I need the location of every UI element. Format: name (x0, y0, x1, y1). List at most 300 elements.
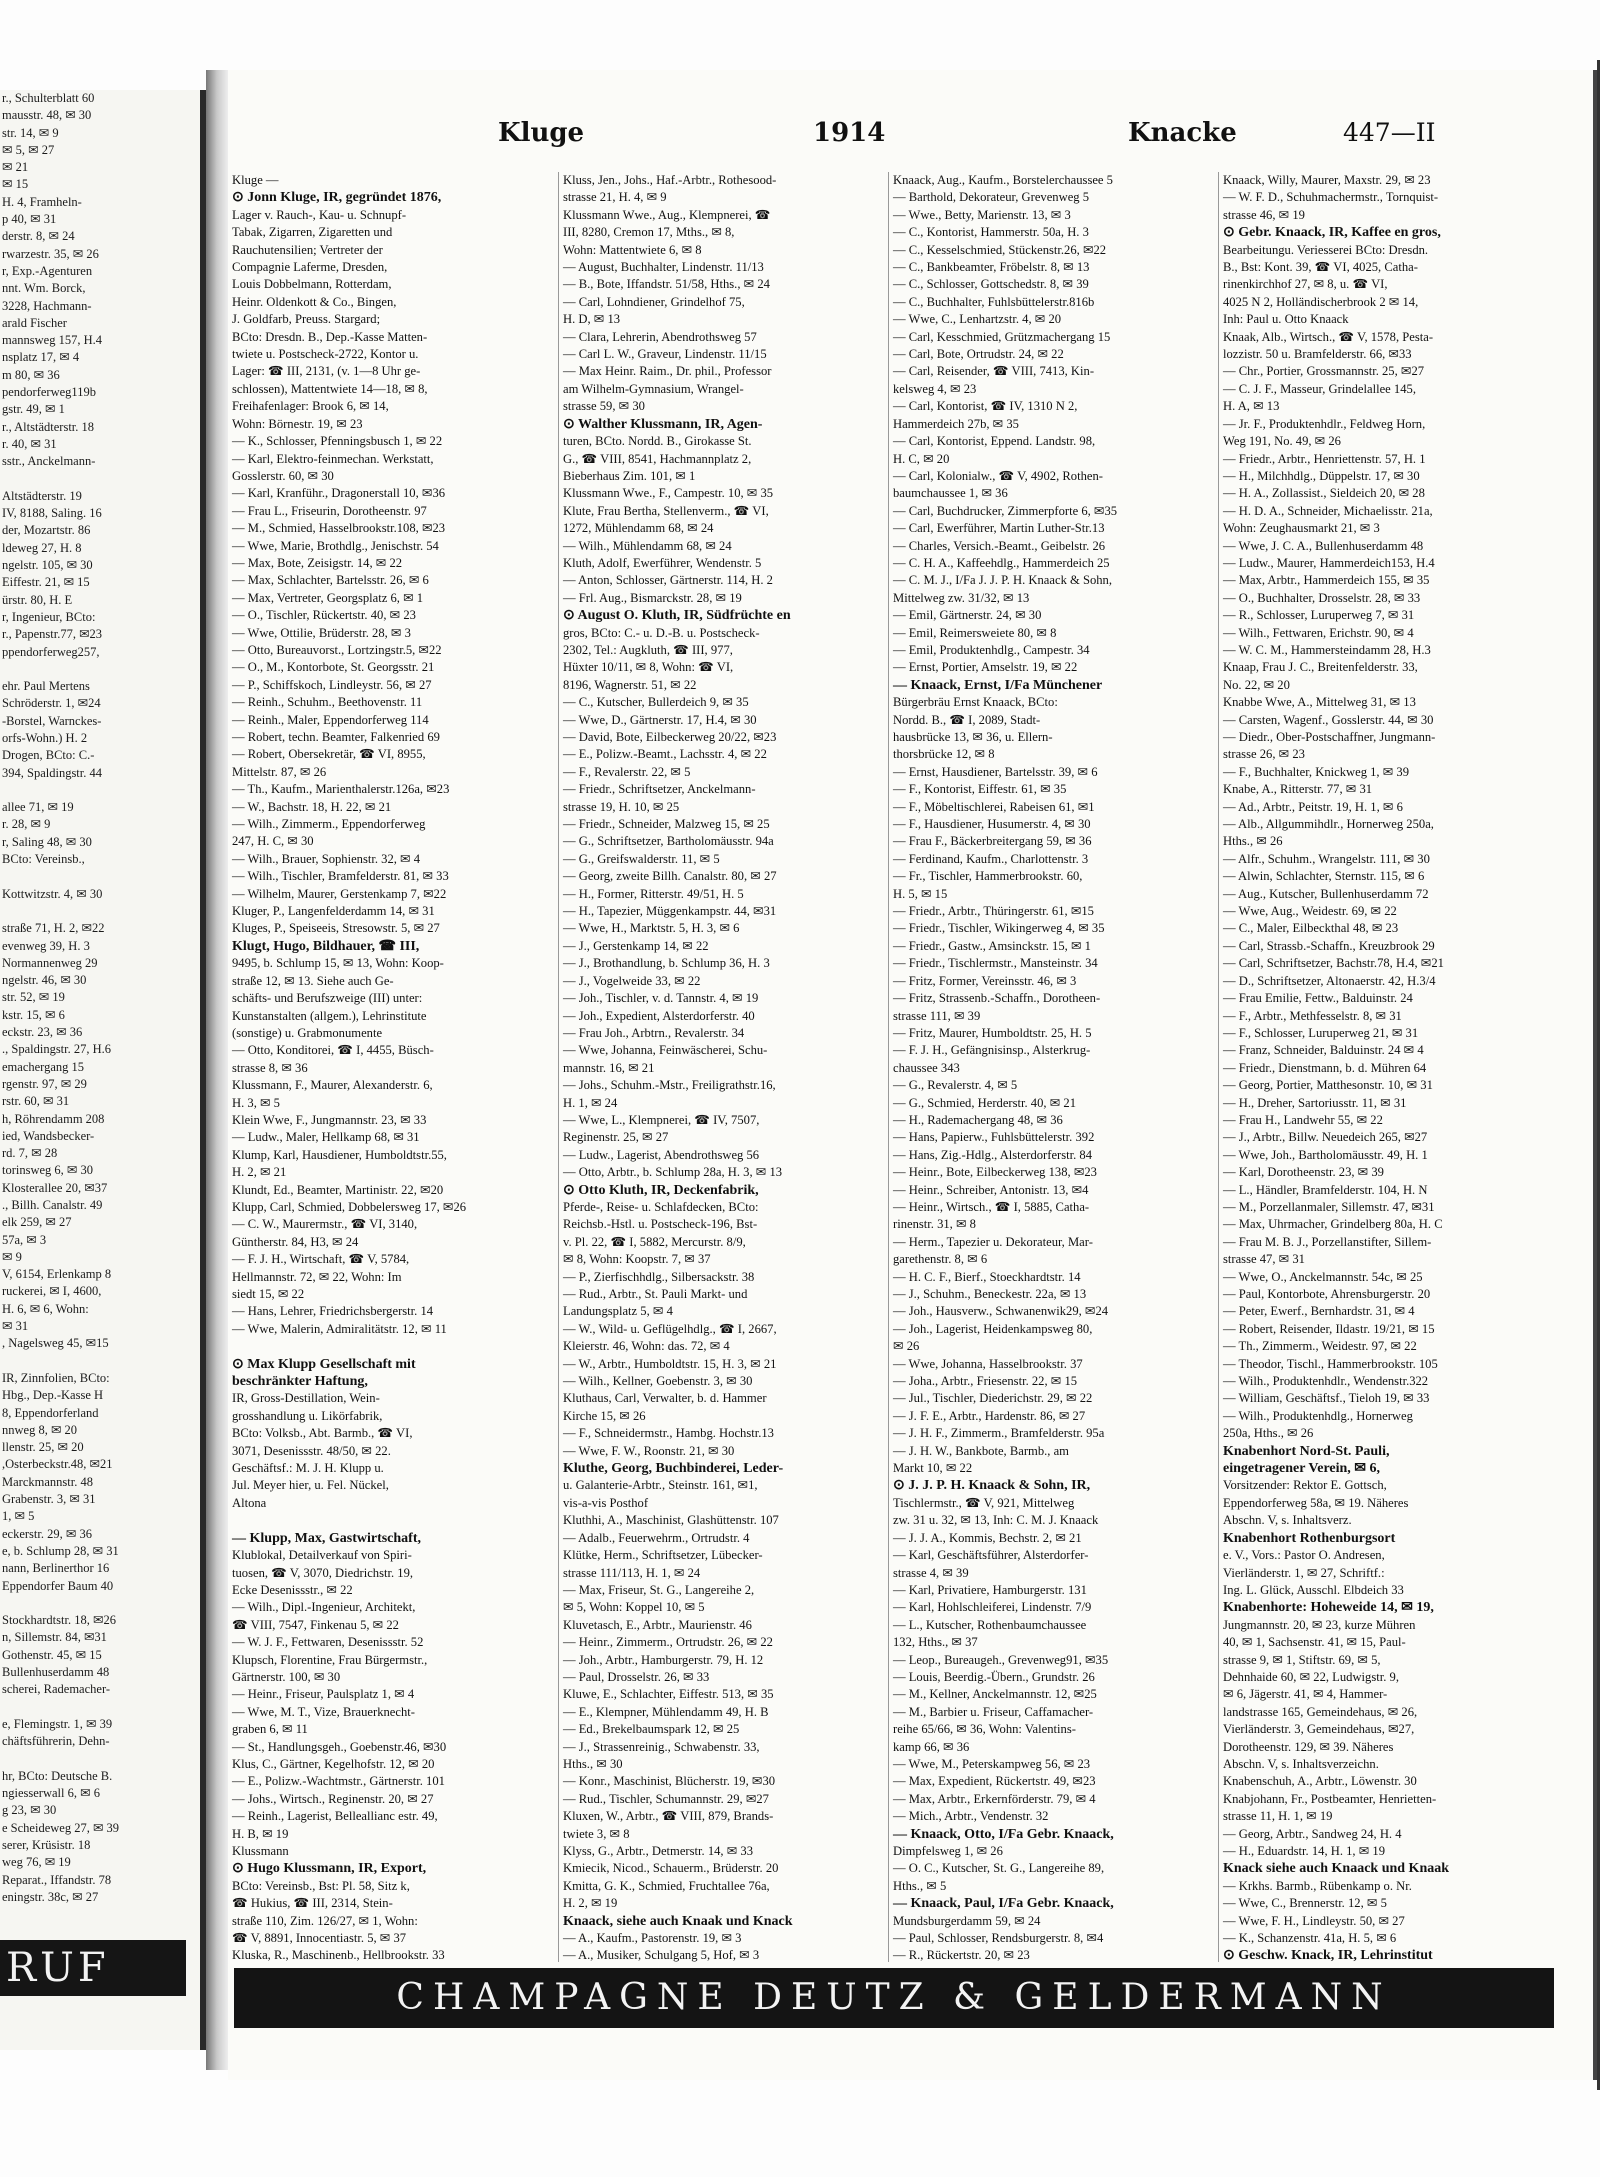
directory-entry: rinenkirchhof 27, ✉ 8, u. ☎ VI, (1223, 277, 1388, 292)
directory-entry: — Knaack, Ernst, I/Fa Münchener (893, 677, 1103, 693)
previous-page-line: BCto: Vereinsb., (2, 852, 85, 867)
directory-entry: — Joh., Tischler, v. d. Tannstr. 4, ✉ 19 (563, 991, 759, 1006)
directory-entry: — K., Schlosser, Pfenningsbusch 1, ✉ 22 (232, 434, 443, 449)
directory-entry: — Paul, Schlosser, Rendsburgerstr. 8, ✉4 (893, 1931, 1104, 1946)
previous-page-line: ldeweg 27, H. 8 (2, 540, 82, 555)
directory-entry: — O., Buchhalter, Drosselstr. 28, ✉ 33 (1223, 590, 1421, 605)
directory-entry: — J., Gerstenkamp 14, ✉ 22 (563, 938, 709, 953)
directory-columns (228, 172, 1568, 1962)
directory-entry: — Max, Schlachter, Bartelsstr. 26, ✉ 6 (232, 573, 429, 588)
directory-entry: Mittelweg zw. 31/32, ✉ 13 (893, 590, 1030, 605)
directory-entry: Bürgerbräu Ernst Knaack, BCto: (893, 695, 1058, 710)
directory-entry: — Karl, Geschäftsführer, Alsterdorfer- (893, 1548, 1089, 1563)
header-first-name: Kluge (498, 118, 585, 148)
directory-entry: — P., Zierfischhdlg., Silbersackstr. 38 (563, 1269, 755, 1284)
directory-entry: — Ernst, Hausdiener, Bartelsstr. 39, ✉ 6 (893, 764, 1098, 779)
directory-entry: strasse 111/113, H. 1, ✉ 24 (563, 1565, 701, 1580)
directory-entry: ⊙ Geschw. Knack, IR, Lehrinstitut (1223, 1948, 1433, 1962)
directory-entry: — Karl, Dorotheenstr. 23, ✉ 39 (1223, 1165, 1384, 1180)
directory-entry: ⊙ Walther Klussmann, IR, Agen- (563, 416, 763, 432)
directory-entry: — Frau Emilie, Fettw., Balduinstr. 24 (1223, 991, 1413, 1006)
directory-entry: rinenstr. 31, ✉ 8 (893, 1217, 976, 1232)
previous-page-line: Grabenstr. 3, ✉ 31 (2, 1492, 96, 1507)
directory-entry: Kluska, R., Maschinenb., Hellbrookstr. 33 (232, 1948, 445, 1962)
directory-entry: strasse 111, ✉ 39 (893, 1008, 981, 1023)
directory-entry: — Georg, zweite Billh. Canalstr. 80, ✉ 27 (563, 869, 777, 884)
directory-entry: — Carsten, Wagenf., Gosslerstr. 44, ✉ 30 (1223, 712, 1434, 727)
directory-entry: — Friedr., Arbtr., Thüringerstr. 61, ✉15 (893, 904, 1094, 919)
previous-page-line (0, 1595, 200, 1612)
directory-entry: 8196, Wagnerstr. 51, ✉ 22 (563, 677, 697, 692)
directory-entry: — Friedr., Tischler, Wikingerweg 4, ✉ 35 (893, 921, 1105, 936)
directory-entry: — Carl, Kolonialw., ☎ V, 4902, Rothen- (893, 468, 1103, 483)
directory-entry: — Charles, Versich.-Beamt., Geibelstr. 26 (893, 538, 1106, 553)
directory-entry: — Wilh., Produktenhdlr., Wendenstr.322 (1223, 1374, 1429, 1389)
directory-entry: — Wilh., Dipl.-Ingenieur, Architekt, (232, 1600, 416, 1615)
directory-entry: Klein Wwe, F., Jungmannstr. 23, ✉ 33 (232, 1112, 427, 1127)
directory-entry: Kluges, P., Speiseeis, Stresowstr. 5, ✉ 27 (232, 921, 440, 936)
directory-entry: — Wwe., Betty, Marienstr. 13, ✉ 3 (893, 207, 1071, 222)
directory-entry: — Fritz, Strassenb.-Schaffn., Dorotheen- (893, 991, 1101, 1006)
directory-entry: — Otto, Bureauvorst., Lortzingstr.5, ✉22 (232, 642, 442, 657)
directory-entry: — F. J. H., Gefängnisinsp., Alsterkrug- (893, 1043, 1091, 1058)
directory-entry: — Alwin, Schlachter, Sternstr. 115, ✉ 6 (1223, 869, 1425, 884)
directory-entry: — Konr., Maschinist, Blücherstr. 19, ✉30 (563, 1774, 776, 1789)
directory-entry: Kluwe, E., Schlachter, Eiffestr. 513, ✉ 35 (563, 1687, 774, 1702)
directory-entry: — W. F. D., Schuhmachermstr., Tornquist- (1223, 190, 1439, 205)
directory-entry: 1272, Mühlendamm 68, ✉ 24 (563, 521, 714, 536)
directory-entry: ⊙ J. J. P. H. Knaack & Sohn, IR, (893, 1478, 1091, 1494)
directory-entry: — Joh., Arbtr., Hamburgerstr. 79, H. 12 (563, 1652, 764, 1667)
directory-entry: Knaak, Alb., Wirtsch., ☎ V, 1578, Pesta- (1223, 329, 1434, 344)
directory-entry: Kmiecik, Nicod., Schauerm., Brüderstr. 20 (563, 1861, 779, 1876)
directory-entry: Lager v. Rauch-, Kau- u. Schnupf- (232, 207, 407, 222)
directory-entry: am Wilhelm-Gymnasium, Wrangel- (563, 381, 744, 396)
directory-entry: — Reinh., Schuhm., Beethovenstr. 11 (232, 695, 423, 710)
directory-entry: — Robert, techn. Beamter, Falkenried 69 (232, 730, 440, 744)
directory-entry: — Rud., Tischler, Schumannstr. 29, ✉27 (563, 1791, 769, 1806)
directory-entry: Kluthhi, A., Maschinist, Glashüttenstr. 107 (563, 1513, 779, 1528)
previous-page-line: rgenstr. 97, ✉ 29 (2, 1076, 87, 1091)
directory-entry: — F., Kontorist, Eiffestr. 61, ✉ 35 (893, 782, 1067, 797)
previous-page-line: Reparat., Iffandstr. 78 (2, 1872, 112, 1887)
previous-page-line: nsplatz 17, ✉ 4 (2, 350, 80, 365)
directory-entry: Abschn. V, s. Inhaltsverzeichn. (1223, 1756, 1379, 1771)
directory-entry: — Carl, Strassb.-Schaffn., Kreuzbrook 29 (1223, 938, 1435, 953)
directory-entry: — Wilhelm, Maurer, Gerstenkamp 7, ✉22 (232, 886, 447, 901)
directory-entry: Jungmannstr. 20, ✉ 23, kurze Mühren (1223, 1617, 1416, 1632)
directory-entry: Hths., ✉ 5 (893, 1878, 947, 1893)
directory-entry: — Chr., Portier, Grossmannstr. 25, ✉27 (1223, 364, 1425, 379)
directory-entry (228, 1512, 548, 1529)
previous-page-line (0, 782, 200, 799)
directory-entry: — B., Bote, Iffandstr. 51/58, Hths., ✉ 24 (563, 277, 770, 292)
directory-entry: Abschn. V, s. Inhaltsverz. (1223, 1513, 1352, 1528)
previous-page-line: H. 4, Framheln- (2, 194, 82, 209)
directory-entry: Vierländerstr. 1, ✉ 27, Schriftf.: (1223, 1565, 1385, 1580)
directory-entry: — Knaack, Otto, I/Fa Gebr. Knaack, (893, 1826, 1114, 1842)
directory-entry: — M., Schmied, Hasselbrookstr.108, ✉23 (232, 521, 446, 536)
directory-entry: — Karl, Privatiere, Hamburgerstr. 131 (893, 1582, 1087, 1597)
directory-entry: H. A, ✉ 13 (1223, 399, 1280, 414)
directory-entry: — Max, Arbtr., Hammerdeich 155, ✉ 35 (1223, 573, 1430, 588)
previous-page-line: ✉ 21 (2, 160, 29, 175)
previous-page-line: p 40, ✉ 31 (2, 212, 57, 227)
directory-entry: straße 110, Zim. 126/27, ✉ 1, Wohn: (232, 1913, 418, 1928)
previous-page-line (0, 1751, 200, 1768)
directory-entry: — Frl. Aug., Bismarckstr. 28, ✉ 19 (563, 590, 742, 605)
directory-entry: — Heinr., Schreiber, Antonistr. 13, ✉4 (893, 1182, 1089, 1197)
directory-entry: — J., Strassenreinig., Schwabenstr. 33, (563, 1739, 760, 1754)
directory-entry: H. 1, ✉ 24 (563, 1095, 618, 1110)
directory-entry: — Otto, Konditorei, ☎ I, 4455, Büsch- (232, 1043, 434, 1058)
previous-page-line: r., Altstädterstr. 18 (2, 419, 95, 434)
previous-page-line: nann, Berlinerthor 16 (2, 1561, 110, 1576)
previous-page-line: nnweg 8, ✉ 20 (2, 1422, 78, 1437)
directory-entry: ☎ Hukius, ☎ III, 2314, Stein- (232, 1896, 393, 1911)
directory-entry: — William, Geschäftsf., Tieloh 19, ✉ 33 (1223, 1391, 1430, 1406)
directory-entry: — Karl, Kranführ., Dragonerstall 10, ✉36 (232, 486, 446, 501)
directory-entry: — C., Kutscher, Bullerdeich 9, ✉ 35 (563, 695, 749, 710)
directory-entry: Mittelstr. 87, ✉ 26 (232, 764, 327, 779)
directory-entry: — Wwe, Joh., Bartholomäusstr. 49, H. 1 (1223, 1147, 1428, 1162)
directory-entry: Klus, C., Gärtner, Kegelhofstr. 12, ✉ 20 (232, 1756, 435, 1771)
previous-page-line (0, 1699, 200, 1716)
directory-entry: — Aug., Kutscher, Bullenhuserdamm 72 (1223, 886, 1429, 901)
previous-page-line: 1, ✉ 5 (2, 1509, 35, 1524)
previous-page-line: eckstr. 23, ✉ 36 (2, 1025, 83, 1040)
directory-entry: Kluger, P., Langenfelderdamm 14, ✉ 31 (232, 904, 435, 919)
previous-page-line: rstr. 60, ✉ 31 (2, 1094, 70, 1109)
previous-page-line: Marckmannstr. 48 (2, 1474, 93, 1489)
directory-entry: — Carl, Schriftsetzer, Bachstr.78, H.4, ✉21 (1223, 956, 1444, 971)
directory-entry: tuosen, ☎ V, 3070, Diedrichstr. 19, (232, 1565, 414, 1580)
directory-entry: — Wwe, J. C. A., Bullenhuserdamm 48 (1223, 538, 1424, 553)
directory-entry: — Fritz, Maurer, Humboldtstr. 25, H. 5 (893, 1025, 1092, 1040)
directory-entry: H. 2, ✉ 21 (232, 1165, 287, 1180)
previous-page-line: Stockhardtstr. 18, ✉26 (2, 1613, 116, 1628)
directory-entry: — Max Heinr. Raim., Dr. phil., Professor (563, 364, 772, 379)
directory-entry: — J. J. A., Kommis, Bechstr. 2, ✉ 21 (893, 1530, 1082, 1545)
directory-entry: — Reinh., Maler, Eppendorferweg 114 (232, 712, 429, 727)
previous-page-line: ied, Wandsbecker- (2, 1128, 95, 1143)
directory-entry: — Clara, Lehrerin, Abendrothsweg 57 (563, 329, 757, 344)
directory-entry: — Joha., Arbtr., Friesenstr. 22, ✉ 15 (893, 1374, 1078, 1389)
directory-entry: — Heinr., Wirtsch., ☎ I, 5885, Catha- (893, 1199, 1090, 1214)
directory-entry: — Carl, Bote, Ortrudstr. 24, ✉ 22 (893, 347, 1064, 362)
directory-entry: — J. H. W., Bankbote, Barmb., am (893, 1443, 1069, 1458)
previous-page-line: ruckerei, ✉ I, 4600, (2, 1284, 102, 1299)
directory-entry: — August, Buchhalter, Lindenstr. 11/13 (563, 260, 764, 275)
directory-entry: Kluxen, W., Arbtr., ☎ VIII, 879, Brands- (563, 1809, 774, 1824)
previous-page-line (0, 1353, 200, 1370)
directory-entry: — Emil, Gärtnerstr. 24, ✉ 30 (893, 608, 1042, 623)
directory-entry: B., Bst: Kont. 39, ☎ VI, 4025, Catha- (1223, 260, 1418, 275)
page-number: 447—II (1343, 118, 1436, 147)
directory-entry: — A., Kaufm., Pastorenstr. 19, ✉ 3 (563, 1931, 742, 1946)
directory-entry: — Karl, Elektro-feinmechan. Werkstatt, (232, 451, 434, 466)
directory-entry: Knaap, Frau J. C., Breitenfelderstr. 33, (1223, 660, 1418, 675)
directory-entry: — M., Barbier u. Friseur, Caffamacher- (893, 1704, 1094, 1719)
directory-entry: — H. C. F., Bierf., Stoeckhardtstr. 14 (893, 1269, 1081, 1284)
previous-page-line: g 23, ✉ 30 (2, 1803, 57, 1818)
directory-entry: — Frau H., Landwehr 55, ✉ 22 (1223, 1112, 1383, 1127)
directory-entry: — Ferdinand, Kaufm., Charlottenstr. 3 (893, 851, 1089, 866)
previous-page-line: evenweg 39, H. 3 (2, 938, 90, 953)
directory-entry: — J., Arbtr., Billw. Neuedeich 265, ✉27 (1223, 1130, 1428, 1145)
directory-entry: — Friedr., Arbtr., Henriettenstr. 57, H. 1 (1223, 451, 1426, 466)
directory-entry: — Robert, Reisender, Ildastr. 19/21, ✉ 15 (1223, 1321, 1435, 1336)
directory-entry: 4025 N 2, Holländischerbrook 2 ✉ 14, (1223, 294, 1419, 309)
directory-entry: ☎ V, 8891, Innocentiastr. 5, ✉ 37 (232, 1931, 407, 1946)
directory-entry: — Wwe, M., Peterskampweg 56, ✉ 23 (893, 1756, 1091, 1771)
directory-entry: — Adalb., Feuerwehrm., Ortrudstr. 4 (563, 1530, 750, 1545)
previous-page-line: torinsweg 6, ✉ 30 (2, 1163, 94, 1178)
directory-entry: — F., Schneidermstr., Hambg. Hochstr.13 (563, 1426, 774, 1441)
directory-entry: — Johs., Schuhm.-Mstr., Freiligrathstr.16, (563, 1078, 776, 1093)
directory-entry: Vierländerstr. 3, Gemeindehaus, ✉27, (1223, 1722, 1415, 1737)
directory-entry: — David, Bote, Eilbeckerweg 20/22, ✉23 (563, 730, 777, 744)
directory-entry: — F., Schlosser, Luruperweg 21, ✉ 31 (1223, 1025, 1419, 1040)
directory-entry: thorsbrücke 12, ✉ 8 (893, 747, 995, 762)
directory-entry: gros, BCto: C.- u. D.-B. u. Postscheck- (563, 625, 760, 640)
previous-page-line: ngiesserwall 6, ✉ 6 (2, 1786, 100, 1801)
directory-entry: — C., Kontorist, Hammerstr. 50a, H. 3 (893, 225, 1089, 240)
directory-entry: strasse 4, ✉ 39 (893, 1565, 969, 1580)
previous-page-line: IR, Zinnfolien, BCto: (2, 1370, 110, 1385)
directory-entry: — Georg, Portier, Matthesonstr. 10, ✉ 31 (1223, 1078, 1433, 1093)
directory-entry: Knabjohann, Fr., Postbeamter, Henrietten- (1223, 1791, 1437, 1806)
directory-entry: — C. M. J., I/Fa J. J. P. H. Knaack & Sohn, (893, 573, 1113, 588)
directory-entry: — Theodor, Tischl., Hammerbrookstr. 105 (1223, 1356, 1438, 1371)
directory-entry: — Wwe, Johanna, Hasselbrookstr. 37 (893, 1356, 1083, 1371)
directory-entry: Bearbeitungu. Veriesserei BCto: Dresdn. (1223, 242, 1429, 257)
directory-entry: — Wilh., Fettwaren, Erichstr. 90, ✉ 4 (1223, 625, 1414, 640)
previous-page-line: Hbg., Dep.-Kasse H (2, 1388, 104, 1403)
directory-entry: G., ☎ VIII, 8541, Hachmannplatz 2, (563, 451, 752, 466)
previous-page-line: nnt. Wm. Borck, (2, 281, 86, 296)
directory-entry: — Wwe, D., Gärtnerstr. 17, H.4, ✉ 30 (563, 712, 757, 727)
directory-entry: — L., Händler, Bramfelderstr. 104, H. N (1223, 1182, 1428, 1197)
directory-entry: ☎ VIII, 7547, Finkenau 5, ✉ 22 (232, 1617, 399, 1632)
previous-page-line: ppendorferweg257, (2, 644, 100, 659)
directory-entry: — C. W., Maurermstr., ☎ VI, 3140, (232, 1217, 418, 1232)
directory-entry: ⊙ Hugo Klussmann, IR, Export, (232, 1861, 427, 1877)
directory-entry: Hammerdeich 27b, ✉ 35 (893, 416, 1019, 431)
directory-entry: — Carl, Buchdrucker, Zimmerpforte 6, ✉35 (893, 503, 1118, 518)
directory-entry: H. 5, ✉ 15 (893, 886, 948, 901)
directory-entry: — F., Möbeltischlerei, Rabeisen 61, ✉1 (893, 799, 1095, 814)
directory-entry: Güntherstr. 84, H3, ✉ 24 (232, 1234, 359, 1249)
previous-page-line: eningstr. 38c, ✉ 27 (2, 1889, 99, 1904)
directory-entry: — H., Dreher, Sartoriusstr. 11, ✉ 31 (1223, 1095, 1407, 1110)
directory-entry: 9495, b. Schlump 15, ✉ 13, Wohn: Koop- (232, 956, 444, 971)
directory-entry: — Ad., Arbtr., Peitstr. 19, H. 1, ✉ 6 (1223, 799, 1403, 814)
directory-entry: — Friedr., Schriftsetzer, Anckelmann- (563, 782, 756, 797)
previous-page-line: ✉ 15 (2, 177, 29, 192)
directory-entry: Klyss, G., Arbtr., Detmerstr. 14, ✉ 33 (563, 1844, 754, 1858)
directory-entry: strasse 26, ✉ 23 (1223, 747, 1305, 762)
directory-entry: — Carl, Lohndiener, Grindelhof 75, (563, 294, 745, 309)
directory-entry: v. Pl. 22, ☎ I, 5882, Mercurstr. 8/9, (563, 1234, 746, 1249)
directory-entry: Klupp, Carl, Schmied, Dobbelersweg 17, ✉26 (232, 1199, 467, 1214)
directory-entry: landstrasse 165, Gemeindehaus, ✉ 26, (1223, 1704, 1418, 1719)
directory-entry: ⊙ Gebr. Knaack, IR, Kaffee en gros, (1223, 225, 1441, 241)
directory-entry: — Hans, Zig.-Hdlg., Alsterdorferstr. 84 (893, 1147, 1093, 1162)
directory-entry: — Robert, Obersekretär, ☎ VI, 8955, (232, 747, 426, 762)
directory-entry: twiete 3, ✉ 8 (563, 1826, 630, 1841)
previous-page-line (0, 471, 200, 488)
directory-entry: u. Galanterie-Arbtr., Steinstr. 161, ✉1, (563, 1478, 758, 1493)
previous-page-line: r. 28, ✉ 9 (2, 817, 51, 832)
directory-entry: — Max, Friseur, St. G., Langereihe 2, (563, 1582, 755, 1597)
directory-entry: — A., Musiker, Schulgang 5, Hof, ✉ 3 (563, 1948, 760, 1962)
directory-entry: Klupsch, Florentine, Frau Bürgermstr., (232, 1652, 428, 1667)
directory-entry: Klütke, Herm., Schriftsetzer, Lübecker- (563, 1548, 763, 1563)
directory-entry: — O. C., Kutscher, St. G., Langereihe 89, (893, 1861, 1105, 1876)
directory-entry: — P., Schiffskoch, Lindleystr. 56, ✉ 27 (232, 677, 432, 692)
directory-page (228, 70, 1597, 2080)
directory-entry: — Otto, Arbtr., b. Schlump 28a, H. 3, ✉ 13 (563, 1165, 783, 1180)
directory-entry: Kluge — (232, 173, 279, 187)
directory-entry: — W., Wild- u. Geflügelhdlg., ☎ I, 2667, (563, 1321, 777, 1336)
directory-entry: Knabenhort Nord-St. Pauli, (1223, 1443, 1390, 1459)
previous-page-fragment (0, 90, 206, 2050)
directory-entry: H. 3, ✉ 5 (232, 1095, 280, 1110)
directory-entry: — F., Arbtr., Methfesselstr. 8, ✉ 31 (1223, 1008, 1402, 1023)
directory-entry: — Wilh., Produktenhdlg., Hornerweg (1223, 1408, 1413, 1423)
directory-entry: Dimpfelsweg 1, ✉ 26 (893, 1844, 1003, 1858)
directory-entry: — F., Revalerstr. 22, ✉ 5 (563, 764, 691, 779)
directory-entry: — Leop., Bureaugeh., Grevenweg91, ✉35 (893, 1652, 1109, 1667)
directory-entry: — W. C. M., Hammersteindamm 28, H.3 (1223, 642, 1431, 657)
previous-page-line: Kottwitzstr. 4, ✉ 30 (2, 886, 103, 901)
directory-entry: Hths., ✉ 26 (1223, 834, 1283, 849)
directory-entry: — Friedr., Dienstmann, b. d. Mühren 64 (1223, 1060, 1427, 1075)
directory-entry: Bieberhaus Zim. 101, ✉ 1 (563, 468, 696, 483)
directory-entry: — Wwe, Marie, Brothdlg., Jenischstr. 54 (232, 538, 439, 553)
previous-page-line: ngelstr. 105, ✉ 30 (2, 558, 93, 573)
previous-page-line: ✉ 9 (2, 1249, 22, 1264)
directory-entry: — F. J. H., Wirtschaft, ☎ V, 5784, (232, 1252, 410, 1267)
directory-entry: Heinr. Oldenkott & Co., Bingen, (232, 294, 397, 309)
directory-entry: — Friedr., Tischlermstr., Mansteinstr. 34 (893, 956, 1098, 971)
directory-entry: Kluvetasch, E., Arbtr., Maurienstr. 46 (563, 1617, 752, 1632)
directory-entry: eingetragener Verein, ✉ 6, (1223, 1461, 1381, 1477)
directory-entry: Pferde-, Reise- u. Schlafdecken, BCto: (563, 1199, 759, 1214)
directory-entry: Kluthaus, Carl, Verwalter, b. d. Hammer (563, 1391, 767, 1406)
previous-page-line: V, 6154, Erlenkamp 8 (2, 1267, 112, 1282)
directory-entry: — F., Hausdiener, Husumerstr. 4, ✉ 30 (893, 817, 1091, 832)
directory-entry: — Joh., Hausverw., Schwanenwik29, ✉24 (893, 1304, 1109, 1319)
directory-entry: Wohn: Zeughausmarkt 21, ✉ 3 (1223, 521, 1380, 536)
directory-entry: — Ed., Brekelbaumspark 12, ✉ 25 (563, 1722, 740, 1737)
previous-page-line (0, 661, 200, 678)
directory-entry: vis-a-vis Posthof (563, 1495, 649, 1510)
directory-entry: — Louis, Beerdig.-Übern., Grundstr. 26 (893, 1669, 1095, 1684)
directory-entry: H. D, ✉ 13 (563, 312, 621, 327)
directory-entry: Reginenstr. 25, ✉ 27 (563, 1130, 669, 1145)
previous-page-line: str. 14, ✉ 9 (2, 125, 59, 140)
directory-entry: — Alfr., Schuhm., Wrangelstr. 111, ✉ 30 (1223, 851, 1430, 866)
directory-entry: 40, ✉ 1, Sachsenstr. 41, ✉ 15, Paul- (1223, 1635, 1406, 1650)
directory-entry: — Heinr., Friseur, Paulsplatz 1, ✉ 4 (232, 1687, 415, 1702)
directory-entry: Kmitta, G. K., Schmied, Fruchtallee 76a, (563, 1878, 770, 1893)
directory-entry: Lager: ☎ III, 2131, (v. 1—8 Uhr ge- (232, 364, 421, 379)
directory-entry: Dehnhaide 60, ✉ 22, Ludwigstr. 9, (1223, 1669, 1399, 1684)
directory-entry: — Carl, Ewerführer, Martin Luther-Str.13 (893, 521, 1105, 536)
directory-entry: — Knaack, Paul, I/Fa Gebr. Knaack, (893, 1896, 1114, 1912)
directory-entry: — Max, Bote, Zeisigstr. 14, ✉ 22 (232, 555, 403, 570)
previous-page-line: orfs-Wohn.) H. 2 (2, 730, 88, 745)
directory-entry: Klump, Karl, Hausdiener, Humboldtstr.55, (232, 1147, 447, 1162)
directory-entry: Klundt, Ed., Beamter, Martinistr. 22, ✉20 (232, 1182, 444, 1197)
directory-entry: — Wwe, Ottilie, Brüderstr. 28, ✉ 3 (232, 625, 411, 640)
previous-page-line: mausstr. 48, ✉ 30 (2, 108, 92, 123)
directory-entry: — J., Vogelweide 33, ✉ 22 (563, 973, 701, 988)
directory-entry: Gärtnerstr. 100, ✉ 30 (232, 1669, 341, 1684)
directory-entry: — J., Brothandlung, b. Schlump 36, H. 3 (563, 956, 770, 971)
directory-entry: — Carl, Kesschmied, Grützmachergang 15 (893, 329, 1111, 344)
directory-entry: hausbrücke 13, ✉ 36, u. Ellern- (893, 730, 1053, 744)
directory-entry: — C., Schlosser, Gottschedstr. 8, ✉ 39 (893, 277, 1089, 292)
directory-entry: — Frau M. B. J., Porzellanstifter, Sillem- (1223, 1234, 1432, 1249)
directory-entry: lozzistr. 50 u. Bramfelderstr. 66, ✉33 (1223, 347, 1412, 362)
directory-entry: Klussmann Wwe., Aug., Klempnerei, ☎ (563, 207, 771, 222)
directory-entry: — Franz, Schneider, Balduinstr. 24 ✉ 4 (1223, 1043, 1424, 1058)
directory-entry: — J. H. F., Zimmerm., Bramfelderstr. 95a (893, 1426, 1105, 1441)
directory-entry: Knaack, Aug., Kaufm., Borstelerchaussee 5 (893, 173, 1113, 187)
directory-entry: Weg 191, No. 49, ✉ 26 (1223, 434, 1341, 449)
previous-page-line: ,Osterbeckstr.48, ✉21 (2, 1457, 113, 1472)
directory-entry: graben 6, ✉ 11 (232, 1722, 308, 1737)
directory-entry: — Emil, Produktenhdlg., Campestr. 34 (893, 642, 1090, 657)
directory-entry: Freihafenlager: Brook 6, ✉ 14, (232, 399, 389, 414)
directory-entry: ⊙ Jonn Kluge, IR, gegründet 1876, (232, 190, 442, 206)
directory-entry: ⊙ Otto Kluth, IR, Deckenfabrik, (563, 1182, 759, 1198)
directory-entry: Mundsburgerdamm 59, ✉ 24 (893, 1913, 1041, 1928)
directory-entry: — H., Milchhdlg., Düppelstr. 17, ✉ 30 (1223, 468, 1420, 483)
previous-page-line: Gothenstr. 45, ✉ 15 (2, 1647, 102, 1662)
directory-entry: H. B, ✉ 19 (232, 1826, 289, 1841)
previous-page-line: ✉ 5, ✉ 27 (2, 142, 55, 157)
directory-entry: — C., Bankbeamter, Fröbelstr. 8, ✉ 13 (893, 260, 1090, 275)
directory-entry: — O., M., Kontorbote, St. Georgsstr. 21 (232, 660, 435, 675)
directory-entry: Ecke Desenissstr., ✉ 22 (232, 1582, 353, 1597)
book-gutter (206, 70, 228, 2070)
directory-entry: — Wwe, M. T., Vize, Brauerknecht- (232, 1704, 415, 1719)
directory-entry: — L., Kutscher, Rothenbaumchaussee (893, 1617, 1087, 1632)
previous-page-line: 3228, Hachmann- (2, 298, 92, 313)
directory-entry: — G., Schriftsetzer, Bartholomäusstr. 94a (563, 834, 774, 849)
directory-entry: Knabe, A., Ritterstr. 77, ✉ 31 (1223, 782, 1373, 797)
directory-column-3 (888, 172, 1209, 1962)
directory-entry: — Krkhs. Barmb., Rübenkamp o. Nr. (1223, 1878, 1412, 1893)
directory-entry: strasse 59, ✉ 30 (563, 399, 645, 414)
directory-entry: Eppendorferweg 58a, ✉ 19. Näheres (1223, 1495, 1409, 1510)
directory-entry: — Frau L., Friseurin, Dorotheenstr. 97 (232, 503, 427, 518)
directory-entry: — G., Schmied, Herderstr. 40, ✉ 21 (893, 1095, 1076, 1110)
previous-page-line: ürstr. 80, H. E (2, 592, 73, 607)
header-year: 1914 (813, 118, 886, 148)
directory-entry: — W. J. F., Fettwaren, Desenissstr. 52 (232, 1635, 424, 1650)
directory-entry: Louis Dobbelmann, Rotterdam, (232, 277, 392, 292)
previous-page-line: -Borstel, Warnckes- (2, 713, 102, 728)
directory-entry: — Friedr., Schneider, Malzweg 15, ✉ 25 (563, 817, 770, 832)
directory-entry: — M., Porzellanmaler, Sillemstr. 47, ✉31 (1223, 1199, 1435, 1214)
directory-entry: strasse 9, ✉ 1, Stiftstr. 69, ✉ 5, (1223, 1652, 1381, 1667)
directory-entry: — H., Tapezier, Müggenkampstr. 44, ✉31 (563, 904, 777, 919)
